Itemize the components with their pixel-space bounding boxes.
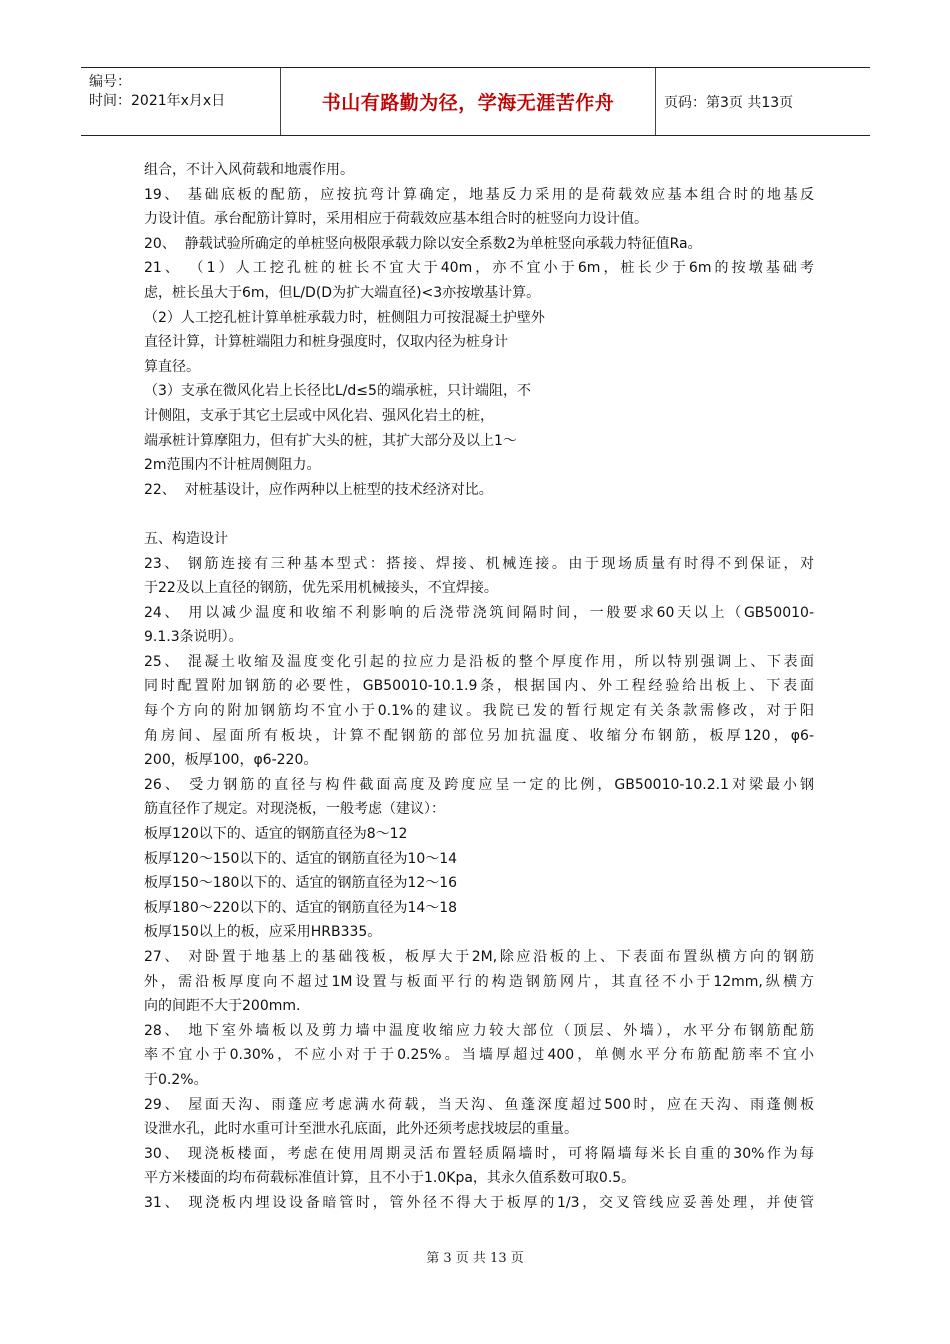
text-line: 向的间距不大于200mm. — [144, 998, 301, 1015]
text-line: 27、 对卧置于地基上的基础筏板，板厚大于2M,除应沿板的上、下表面布置纵横方向的钢筋 — [144, 949, 814, 965]
text-line: 同时配置附加钢筋的必要性，GB50010-10.1.9条，根据国内、外工程经验给出板上、下表面 — [144, 678, 814, 695]
page-footer: 第 3 页 共 13 页 — [426, 1251, 524, 1266]
text-line: 直径计算，计算桩端阻力和桩身强度时，仅取内径为桩身计 — [144, 334, 508, 351]
text-line: 30、 现浇板楼面，考虑在使用周期灵活布置轻质隔墙时，可将隔墙每米长自重的30%作为每 — [144, 1145, 814, 1162]
text-line: 平方米楼面的均布荷载标准值计算，且不小于1.0Kpa，其永久值系数可取0.5。 — [144, 1170, 636, 1187]
text-line: 200，板厚100，φ6-220。 — [144, 752, 318, 769]
text-line: 29、 屋面天沟、雨蓬应考虑满水荷载，当天沟、鱼蓬深度超过500时，应在天沟、雨蓬侧板 — [144, 1096, 814, 1113]
text-line: 计侧阻，支承于其它土层或中风化岩、强风化岩土的桩， — [144, 407, 494, 424]
text-line: 31、 现浇板内埋设设备暗管时，管外径不得大于板厚的1/3，交叉管线应妥善处理，并使管 — [144, 1194, 814, 1211]
text-line: 筋直径作了规定。对现浇板，一般考虑（建议）： — [144, 801, 445, 818]
text-line: 于0.2%。 — [144, 1071, 208, 1088]
text-line: 9.1.3条说明）。 — [144, 629, 243, 646]
text-line: 25、 混凝土收缩及温度变化引起的拉应力是沿板的整个厚度作用，所以特别强调上、下表面 — [144, 653, 814, 670]
text-line: 板厚120以下的、适宜的钢筋直径为8～12 — [144, 826, 408, 843]
text-line: 26、 受力钢筋的直径与构件截面高度及跨度应呈一定的比例，GB50010-10.2.1对梁最小钢 — [144, 776, 814, 793]
text-line: 板厚120～150以下的、适宜的钢筋直径为10～14 — [144, 850, 458, 867]
text-line: 率不宜小于0.30%，不应小对于于0.25%。当墙厚超过400，单侧水平分布筋配筋率不宜小 — [144, 1047, 814, 1064]
text-line: 力设计值。承台配筋计算时，采用相应于荷载效应基本组合时的桩竖向力设计值。 — [144, 211, 648, 228]
text-line: 20、 静载试验所确定的单桩竖向极限承载力除以安全系数2为单桩竖向承载力特征值Ra。 — [144, 235, 702, 252]
header-motto: 书山有路勤为径，学海无涯苦作舟 — [281, 68, 656, 135]
header-meta — [81, 68, 281, 135]
text-line: 组合，不计入风荷载和地震作用。 — [144, 162, 354, 178]
serial-number-label: 编号： — [89, 74, 131, 90]
text-line: 外，需沿板厚度向不超过1M设置与板面平行的构造钢筋网片，其直径不小于12mm,纵横方 — [144, 973, 814, 990]
text-line: （2）人工挖孔桩计算单桩承载力时，桩侧阻力可按混凝土护壁外 — [144, 309, 545, 326]
text-line: 28、 地下室外墙板以及剪力墙中温度收缩应力较大部位（顶层、外墙），水平分布钢筋配筋 — [144, 1022, 814, 1039]
text-line: 于22及以上直径的钢筋，优先采用机械接头，不宜焊接。 — [144, 580, 498, 597]
text-line: 板厚180～220以下的、适宜的钢筋直径为14～18 — [144, 899, 458, 916]
text-line: 24、 用以减少温度和收缩不利影响的后浇带浇筑间隔时间，一般要求60天以上（GB50010- — [144, 604, 814, 621]
header-page-number: 页码：第3页 共13页 — [664, 94, 794, 111]
text-line: 设泄水孔，此时水重可计至泄水孔底面，此外还须考虑找坡层的重量。 — [144, 1121, 578, 1138]
page-header — [81, 67, 870, 136]
text-line: 角房间、屋面所有板块，计算不配钢筋的部位另加抗温度、收缩分布钢筋，板厚120，φ6- — [144, 727, 814, 744]
blank-line — [144, 502, 814, 527]
text-line: （3）支承在微风化岩上长径比L/d≤5的端承桩，只计端阻，不 — [144, 383, 531, 400]
text-line: 23、 钢筋连接有三种基本型式：搭接、焊接、机械连接。由于现场质量有时得不到保证，对 — [144, 555, 814, 572]
text-line: 板厚150以上的板，应采用HRB335。 — [144, 924, 382, 941]
text-line: 每个方向的附加钢筋均不宜小于0.1%的建议。我院已发的暂行规定有关条款需修改，对于阳 — [144, 703, 814, 720]
text-line: 端承桩计算摩阻力，但有扩大头的桩，其扩大部分及以上1～ — [144, 432, 517, 449]
text-line: 五、构造设计 — [144, 530, 228, 547]
text-line: 虑，桩长虽大于6m，但L/D(D为扩大端直径)<3亦按墩基计算。 — [144, 284, 541, 301]
body-text — [144, 158, 814, 1216]
date-label: 时间：2021年x月x日 — [89, 93, 226, 109]
text-line: 21、 （1）人工挖孔桩的桩长不宜大于40m，亦不宜小于6m，桩长少于6m的按墩基础考 — [144, 260, 814, 277]
text-line: 算直径。 — [144, 358, 200, 375]
text-line: 22、 对桩基设计，应作两种以上桩型的技术经济对比。 — [144, 481, 493, 498]
text-line: 板厚150～180以下的、适宜的钢筋直径为12～16 — [144, 875, 458, 892]
text-line: 2m范围内不计桩周侧阻力。 — [144, 457, 321, 474]
text-line: 19、 基础底板的配筋，应按抗弯计算确定，地基反力采用的是荷载效应基本组合时的地基反 — [144, 186, 814, 203]
